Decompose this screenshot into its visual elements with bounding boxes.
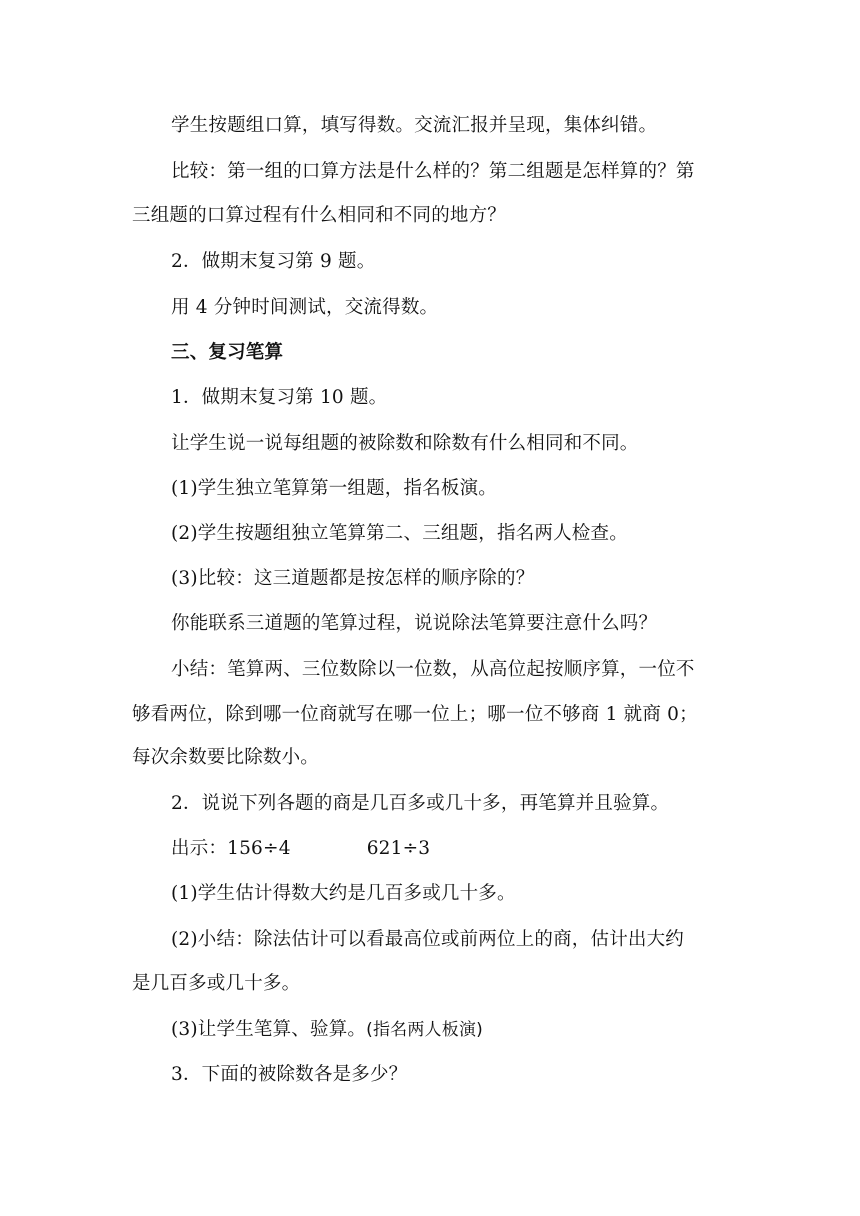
paragraph-line: 2．说说下列各题的商是几百多或几十多，再笔算并且验算。	[171, 793, 670, 814]
paragraph-line: 用 4 分钟时间测试，交流得数。	[171, 297, 439, 318]
paragraph-line: 学生按题组口算，填写得数。交流汇报并呈现，集体纠错。	[171, 115, 658, 136]
paragraph-line: 1．做期末复习第 10 题。	[171, 387, 388, 408]
paragraph-line: 让学生说一说每组题的被除数和除数有什么相同和不同。	[171, 433, 639, 454]
expression-1: 出示：156÷4	[171, 838, 291, 859]
paragraph-line: 是几百多或几十多。	[132, 973, 301, 994]
expression-2: 621÷3	[366, 838, 431, 859]
paragraph-line: (2)小结：除法估计可以看最高位或前两位上的商，估计出大约	[171, 929, 685, 950]
paragraph-line: 3．下面的被除数各是多少？	[171, 1064, 408, 1085]
paragraph-line: 够看两位，除到哪一位商就写在哪一位上；哪一位不够商 1 就商 0；	[132, 704, 698, 725]
section-heading: 三、复习笔算	[171, 342, 284, 363]
paragraph-line: 你能联系三道题的笔算过程，说说除法笔算要注意什么吗？	[171, 613, 658, 634]
paragraph-line: (1)学生独立笔算第一组题，指名板演。	[171, 478, 498, 499]
paragraph-line: 三组题的口算过程有什么相同和不同的地方？	[132, 205, 507, 226]
paragraph-line: (3)比较：这三道题都是按怎样的顺序除的？	[171, 568, 535, 589]
paragraph-line: 比较：第一组的口算方法是什么样的？第二组题是怎样算的？第	[171, 161, 695, 182]
paragraph-line	[171, 1018, 791, 1042]
paragraph-line: 小结：笔算两、三位数除以一位数，从高位起按顺序算，一位不	[171, 659, 695, 680]
step-note: (指名两人板演)	[366, 1020, 483, 1040]
paragraph-line	[171, 837, 791, 861]
paragraph-line: (2)学生按题组独立笔算第二、三组题，指名两人检查。	[171, 523, 628, 544]
paragraph-line: 2．做期末复习第 9 题。	[171, 251, 376, 272]
paragraph-line: 每次余数要比除数小。	[132, 747, 320, 768]
paragraph-line: (1)学生估计得数大约是几百多或几十多。	[171, 883, 516, 904]
step-text: (3)让学生笔算、验算。	[171, 1019, 367, 1040]
